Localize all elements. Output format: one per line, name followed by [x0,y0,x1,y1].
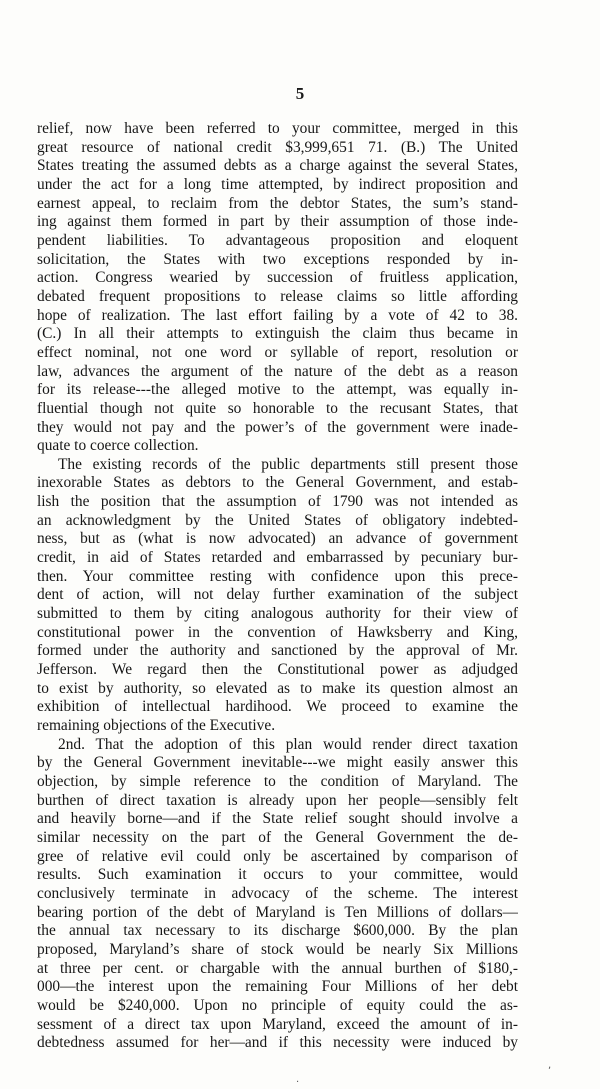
text-line: solicitation, the States with two exceptions responded by in- [37,250,518,268]
text-line: lish the position that the assumption of 1790 was not intended as [37,493,518,511]
paragraph-start-line: The existing records of the public departments still present those [58,455,518,473]
text-line: proposed, Maryland’s share of stock would be nearly Six Millions [37,940,518,958]
text-line: law, advances the argument of the nature of the debt as a reason [37,362,518,380]
text-line: credit, in aid of States retarded and embarrassed by pecuniary bur- [37,549,518,567]
text-line: effect nominal, not one word or syllable of report, resolution or [37,343,518,361]
text-line: pendent liabilities. To advantageous proposition and eloquent [37,231,518,249]
print-speck: , [548,1060,552,1071]
text-line: objection, by simple reference to the condition of Maryland. The [37,772,518,790]
paragraph-start-line: 2nd. That the adoption of this plan would render direct taxation [58,735,518,753]
text-line: conclusively terminate in advocacy of the scheme. The interest [37,884,518,902]
text-line: then. Your committee resting with confidence upon this prece- [37,567,518,585]
text-line: under the act for a long time attempted, by indirect proposition and [37,175,518,193]
text-line: States treating the assumed debts as a charge against the several States, [37,157,518,175]
text-line: an acknowledgment by the United States of obligatory indebted- [37,511,518,529]
text-line: relief, now have been referred to your committee, merged in this [37,120,518,137]
text-line: bearing portion of the debt of Maryland is Ten Millions of dollars— [37,903,518,921]
page-number: 5 [295,84,305,103]
text-line: action. Congress wearied by succession of fruitless application, [37,269,518,287]
text-line: burthen of direct taxation is already upon her people—sensibly felt [37,791,518,809]
text-line: to exist by authority, so elevated as to make its question almost an [37,679,518,697]
print-speck: . [296,1074,300,1085]
text-line: earnest appeal, to reclaim from the debtor States, the sum’s stand- [37,194,518,212]
text-line: (C.) In all their attempts to extinguish the claim thus became in [37,325,518,343]
text-line: Jefferson. We regard then the Constitutional power as adjudged [37,661,518,679]
text-line: submitted to them by citing analogous authority for their view of [37,605,518,623]
text-line: and heavily borne—and if the State relief sought should involve a [37,810,518,828]
text-line: inexorable States as debtors to the General Government, and estab- [37,474,518,492]
text-line: constitutional power in the convention of Hawksberry and King, [37,623,518,641]
text-line: gree of relative evil could only be ascertained by comparison of [37,847,518,865]
text-line: for its release---the alleged motive to the attempt, was equally in- [37,381,518,399]
text-line: ness, but as (what is now advocated) an advance of government [37,530,518,548]
text-line: ing against them formed in part by their assumption of those inde- [37,213,518,231]
text-line: great resource of national credit $3,999,651 71. (B.) The United [37,138,518,156]
text-line: exhibition of intellectual hardihood. We proceed to examine the [37,698,518,716]
text-line: 000—the interest upon the remaining Four Millions of her debt [37,978,518,996]
text-line: sessment of a direct tax upon Maryland, exceed the amount of in- [37,1015,518,1033]
text-line: by the General Government inevitable---we might easily answer this [37,754,518,772]
text-line: the annual tax necessary to its discharge $600,000. By the plan [37,922,518,940]
text-line: at three per cent. or chargable with the annual burthen of $180,- [37,959,518,977]
text-line: they would not pay and the power’s of the government were inade- [37,418,518,436]
text-line: results. Such examination it occurs to your committee, would [37,866,518,884]
text-line: would be $240,000. Upon no principle of equity could the as- [37,996,518,1014]
text-line: remaining objections of the Executive. [37,717,276,734]
body-text [37,120,518,1053]
text-line: quate to coerce collection. [37,437,199,455]
text-line: hope of realization. The last effort failing by a vote of 42 to 38. [37,306,518,324]
text-line: formed under the authority and sanctioned by the approval of Mr. [37,642,518,660]
text-line: debated frequent propositions to release claims so little affording [37,287,518,305]
text-line: similar necessity on the part of the General Government the de- [37,828,518,846]
text-line: fluential though not quite so honorable to the recusant States, that [37,399,518,417]
text-line: debtedness assumed for her—and if this necessity were induced by [37,1034,518,1052]
text-line: dent of action, will not delay further examination of the subject [37,586,518,604]
